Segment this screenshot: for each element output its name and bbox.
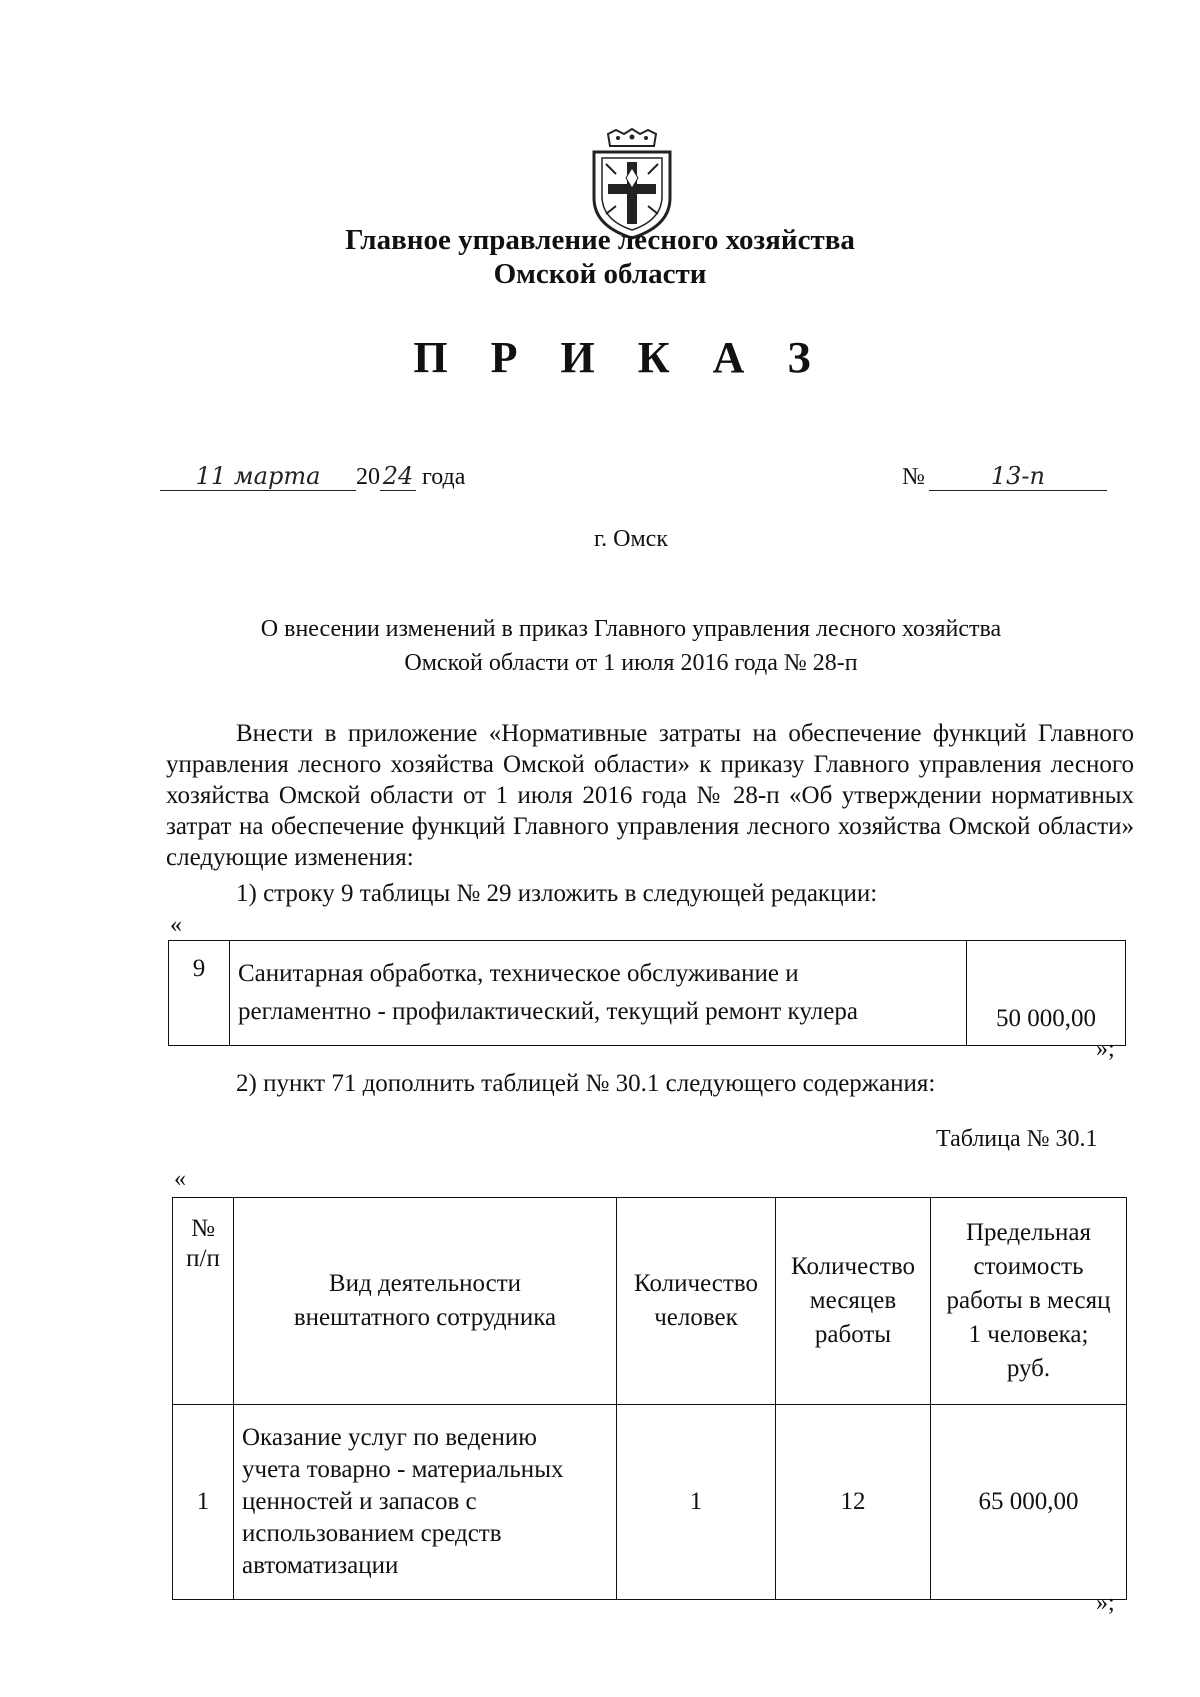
header-number-line2: п/п bbox=[186, 1245, 220, 1272]
header-cell-people bbox=[617, 1198, 776, 1405]
body-paragraph bbox=[166, 718, 1134, 873]
item1-text: 1) строку 9 таблицы № 29 изложить в следующей редакции: bbox=[236, 880, 878, 907]
header-cost-line4: 1 человека; bbox=[968, 1321, 1089, 1348]
table30-1-caption: Таблица № 30.1 bbox=[936, 1126, 1098, 1152]
row-activity-line4: использованием средств bbox=[242, 1520, 502, 1547]
row-people: 1 bbox=[617, 1405, 776, 1600]
header-cost-line1: Предельная bbox=[966, 1219, 1091, 1246]
header-cell-months bbox=[776, 1198, 931, 1405]
header-months-line2: месяцев bbox=[809, 1287, 897, 1314]
order-date bbox=[160, 462, 465, 491]
order-number-label: № bbox=[902, 464, 925, 490]
table30-1-close-quote: »; bbox=[1096, 1590, 1115, 1616]
header-months-line3: работы bbox=[814, 1321, 892, 1348]
table-row bbox=[173, 1405, 1127, 1600]
header-cell-number bbox=[173, 1198, 234, 1405]
table29-row-amount: 50 000,00 bbox=[967, 941, 1126, 1046]
header-cost-line2: стоимость bbox=[973, 1253, 1084, 1280]
row-activity bbox=[234, 1405, 617, 1600]
header-months-line1: Количество bbox=[791, 1253, 915, 1280]
table29-desc-line2: регламентно - профилактический, текущий ремонт кулера bbox=[238, 998, 858, 1025]
date-year-handwritten: 24 bbox=[380, 462, 416, 491]
item2-text: 2) пункт 71 дополнить таблицей № 30.1 следующего содержания: bbox=[236, 1070, 936, 1097]
header-cell-activity bbox=[234, 1198, 617, 1405]
header-people-line1: Количество bbox=[634, 1270, 758, 1297]
date-day-month-handwritten: 11 марта bbox=[160, 462, 356, 491]
document-title: П Р И К А З bbox=[413, 333, 827, 382]
table29-row-description bbox=[230, 941, 967, 1046]
subject-line1: О внесении изменений в приказ Главного управления лесного хозяйства bbox=[260, 616, 1002, 642]
date-year-suffix: года bbox=[422, 464, 466, 490]
header-people-line2: человек bbox=[654, 1304, 738, 1331]
table-row bbox=[169, 941, 1126, 1046]
table29-open-quote: « bbox=[170, 912, 182, 938]
header-activity-line1: Вид деятельности bbox=[328, 1270, 522, 1297]
row-cost: 65 000,00 bbox=[931, 1405, 1127, 1600]
table29-row9 bbox=[168, 940, 1126, 1046]
header-number-line1: № bbox=[191, 1215, 215, 1242]
city: г. Омск bbox=[594, 526, 668, 552]
table29-desc-line1: Санитарная обработка, техническое обслуживание и bbox=[238, 960, 799, 987]
table30-1-open-quote: « bbox=[174, 1166, 186, 1192]
subject-line2: Омской области от 1 июля 2016 года № 28-п bbox=[404, 650, 858, 676]
header-cost-line3: работы в месяц bbox=[946, 1287, 1111, 1314]
table29-close-quote: »; bbox=[1096, 1036, 1115, 1062]
row-activity-line5: автоматизации bbox=[242, 1552, 399, 1579]
order-number bbox=[902, 462, 1107, 491]
table30-1 bbox=[172, 1197, 1127, 1600]
body-paragraph-text: Внести в приложение «Нормативные затраты на обеспечение функций Главного управления лесного хозяйства Омской области» к приказу Главного управления лесного хозяйства Омской области от 1 июля 2016 года № 28-п «Об утверждении нормативных затрат на обеспечение функций Главного управления лесного хозяйства Омской области» следующие изменения: bbox=[166, 720, 1134, 871]
order-number-handwritten: 13-п bbox=[929, 462, 1107, 491]
organization-name-line1: Главное управление лесного хозяйства bbox=[345, 224, 855, 256]
header-cost-line5: руб. bbox=[1006, 1355, 1051, 1382]
table-header-row bbox=[173, 1198, 1127, 1405]
header-activity-line2: внештатного сотрудника bbox=[293, 1304, 557, 1331]
organization-name-line2: Омской области bbox=[493, 258, 707, 290]
date-year-prefix: 20 bbox=[356, 464, 380, 490]
row-activity-line3: ценностей и запасов с bbox=[242, 1488, 477, 1515]
row-number: 1 bbox=[173, 1405, 234, 1600]
row-activity-line1: Оказание услуг по ведению bbox=[242, 1424, 537, 1451]
header-cell-cost bbox=[931, 1198, 1127, 1405]
table29-row-number: 9 bbox=[169, 941, 230, 1046]
row-months: 12 bbox=[776, 1405, 931, 1600]
row-activity-line2: учета товарно - материальных bbox=[242, 1456, 564, 1483]
